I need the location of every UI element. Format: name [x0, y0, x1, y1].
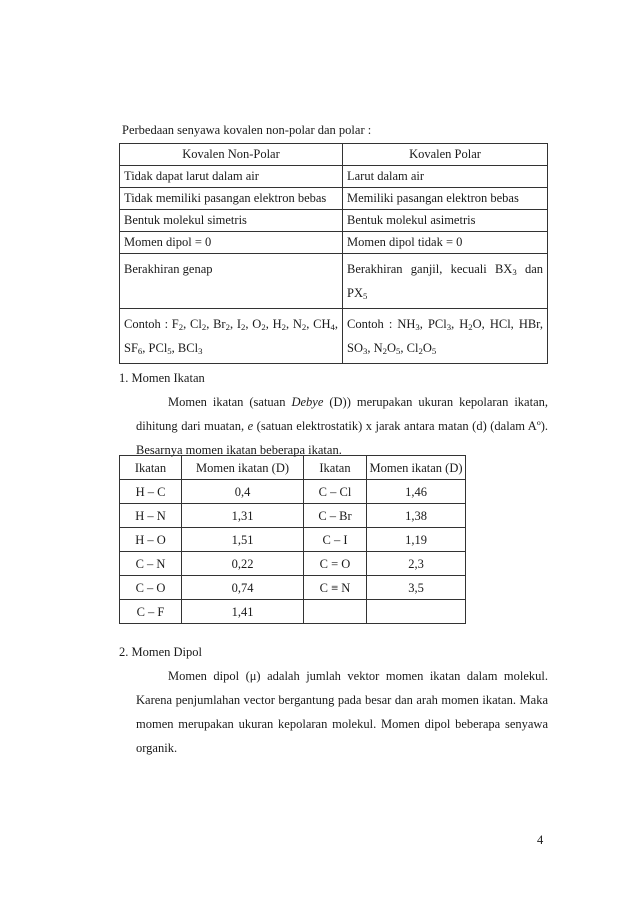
page-number: 4 [537, 833, 544, 847]
moment-cell [367, 600, 466, 624]
header-polar: Kovalen Polar [343, 144, 548, 166]
paragraph-text: Momen ikatan (satuan Debye (D)) merupakan ukuran kepolaran ikatan, dihitung dari muatan, e (satuan elektrostatik) x jarak antara matan (d) (dalam Aº). Besarnya momen ikatan beberapa ikatan. [136, 395, 548, 457]
cell-nonpolar: Tidak dapat larut dalam air [120, 166, 343, 188]
header-bond: Ikatan [304, 456, 367, 480]
bond-moment-table [119, 455, 466, 624]
paragraph-momen-ikatan [136, 390, 548, 462]
table-row [120, 528, 466, 552]
table-row [120, 552, 466, 576]
intro-text: Perbedaan senyawa kovalen non-polar dan polar : [122, 123, 372, 137]
header-moment: Momen ikatan (D) [367, 456, 466, 480]
paragraph-momen-dipol [136, 664, 548, 760]
cell-nonpolar: Berakhiran genap [120, 254, 343, 309]
bond-cell: C – Cl [304, 480, 367, 504]
table-row [120, 576, 466, 600]
moment-cell: 2,3 [367, 552, 466, 576]
cell-nonpolar: Momen dipol = 0 [120, 232, 343, 254]
bond-cell [304, 600, 367, 624]
table-row [120, 309, 548, 364]
bond-cell: H – N [120, 504, 182, 528]
bond-cell: H – C [120, 480, 182, 504]
bond-cell: C – N [120, 552, 182, 576]
bond-cell: H – O [120, 528, 182, 552]
moment-cell: 1,19 [367, 528, 466, 552]
header-moment: Momen ikatan (D) [182, 456, 304, 480]
paragraph-text: Momen dipol (μ) adalah jumlah vektor momen ikatan dalam molekul. Karena penjumlahan vector bergantung pada besar dan arah momen ikatan. Maka momen merupakan ukuran kepolaran molekul. Momen dipol beberapa senyawa organik. [136, 669, 548, 755]
cell-polar: Berakhiran ganjil, kecuali $BX_3$ dan $PX_5$ [343, 254, 548, 309]
moment-cell: 1,46 [367, 480, 466, 504]
comparison-table-header [120, 144, 548, 166]
cell-nonpolar: Bentuk molekul simetris [120, 210, 343, 232]
moment-cell: 0,4 [182, 480, 304, 504]
cell-polar: Larut dalam air [343, 166, 548, 188]
header-bond: Ikatan [120, 456, 182, 480]
cell-polar: Momen dipol tidak = 0 [343, 232, 548, 254]
moment-cell: 1,51 [182, 528, 304, 552]
moment-cell: 1,41 [182, 600, 304, 624]
moment-cell: 0,22 [182, 552, 304, 576]
section-heading-momen-dipol: 2. Momen Dipol [119, 645, 202, 659]
section-heading-momen-ikatan: 1. Momen Ikatan [119, 371, 205, 385]
table-row [120, 480, 466, 504]
cell-polar: Contoh : $NH_3$, PCl$_3$, $H_2O$, HCl, HBr, $SO_3$, $N_2O_5$, $Cl_2O_5$ [343, 309, 548, 364]
bond-cell: C – O [120, 576, 182, 600]
table-row [120, 210, 548, 232]
table-row [120, 232, 548, 254]
moment-cell: 1,31 [182, 504, 304, 528]
bond-cell: C – I [304, 528, 367, 552]
moment-cell: 3,5 [367, 576, 466, 600]
moment-cell: 1,38 [367, 504, 466, 528]
comparison-table [119, 143, 548, 364]
bond-cell: C – F [120, 600, 182, 624]
moment-cell: 0,74 [182, 576, 304, 600]
bond-cell: C = O [304, 552, 367, 576]
table-row [120, 188, 548, 210]
cell-nonpolar: Tidak memiliki pasangan elektron bebas [120, 188, 343, 210]
table-row [120, 600, 466, 624]
table-row [120, 254, 548, 309]
cell-polar: Bentuk molekul asimetris [343, 210, 548, 232]
bond-table-header [120, 456, 466, 480]
cell-nonpolar: Contoh : $F_2$, $Cl_2$, $Br_2$, $I_2$, $O_2$, $H_2$, $N_2$, $CH_4$, $SF_6$, PCl$_5$, BCl$_3$ [120, 309, 343, 364]
table-row [120, 166, 548, 188]
table-row [120, 504, 466, 528]
bond-cell: C ≡ N [304, 576, 367, 600]
header-nonpolar: Kovalen Non-Polar [120, 144, 343, 166]
cell-polar: Memiliki pasangan elektron bebas [343, 188, 548, 210]
bond-cell: C – Br [304, 504, 367, 528]
